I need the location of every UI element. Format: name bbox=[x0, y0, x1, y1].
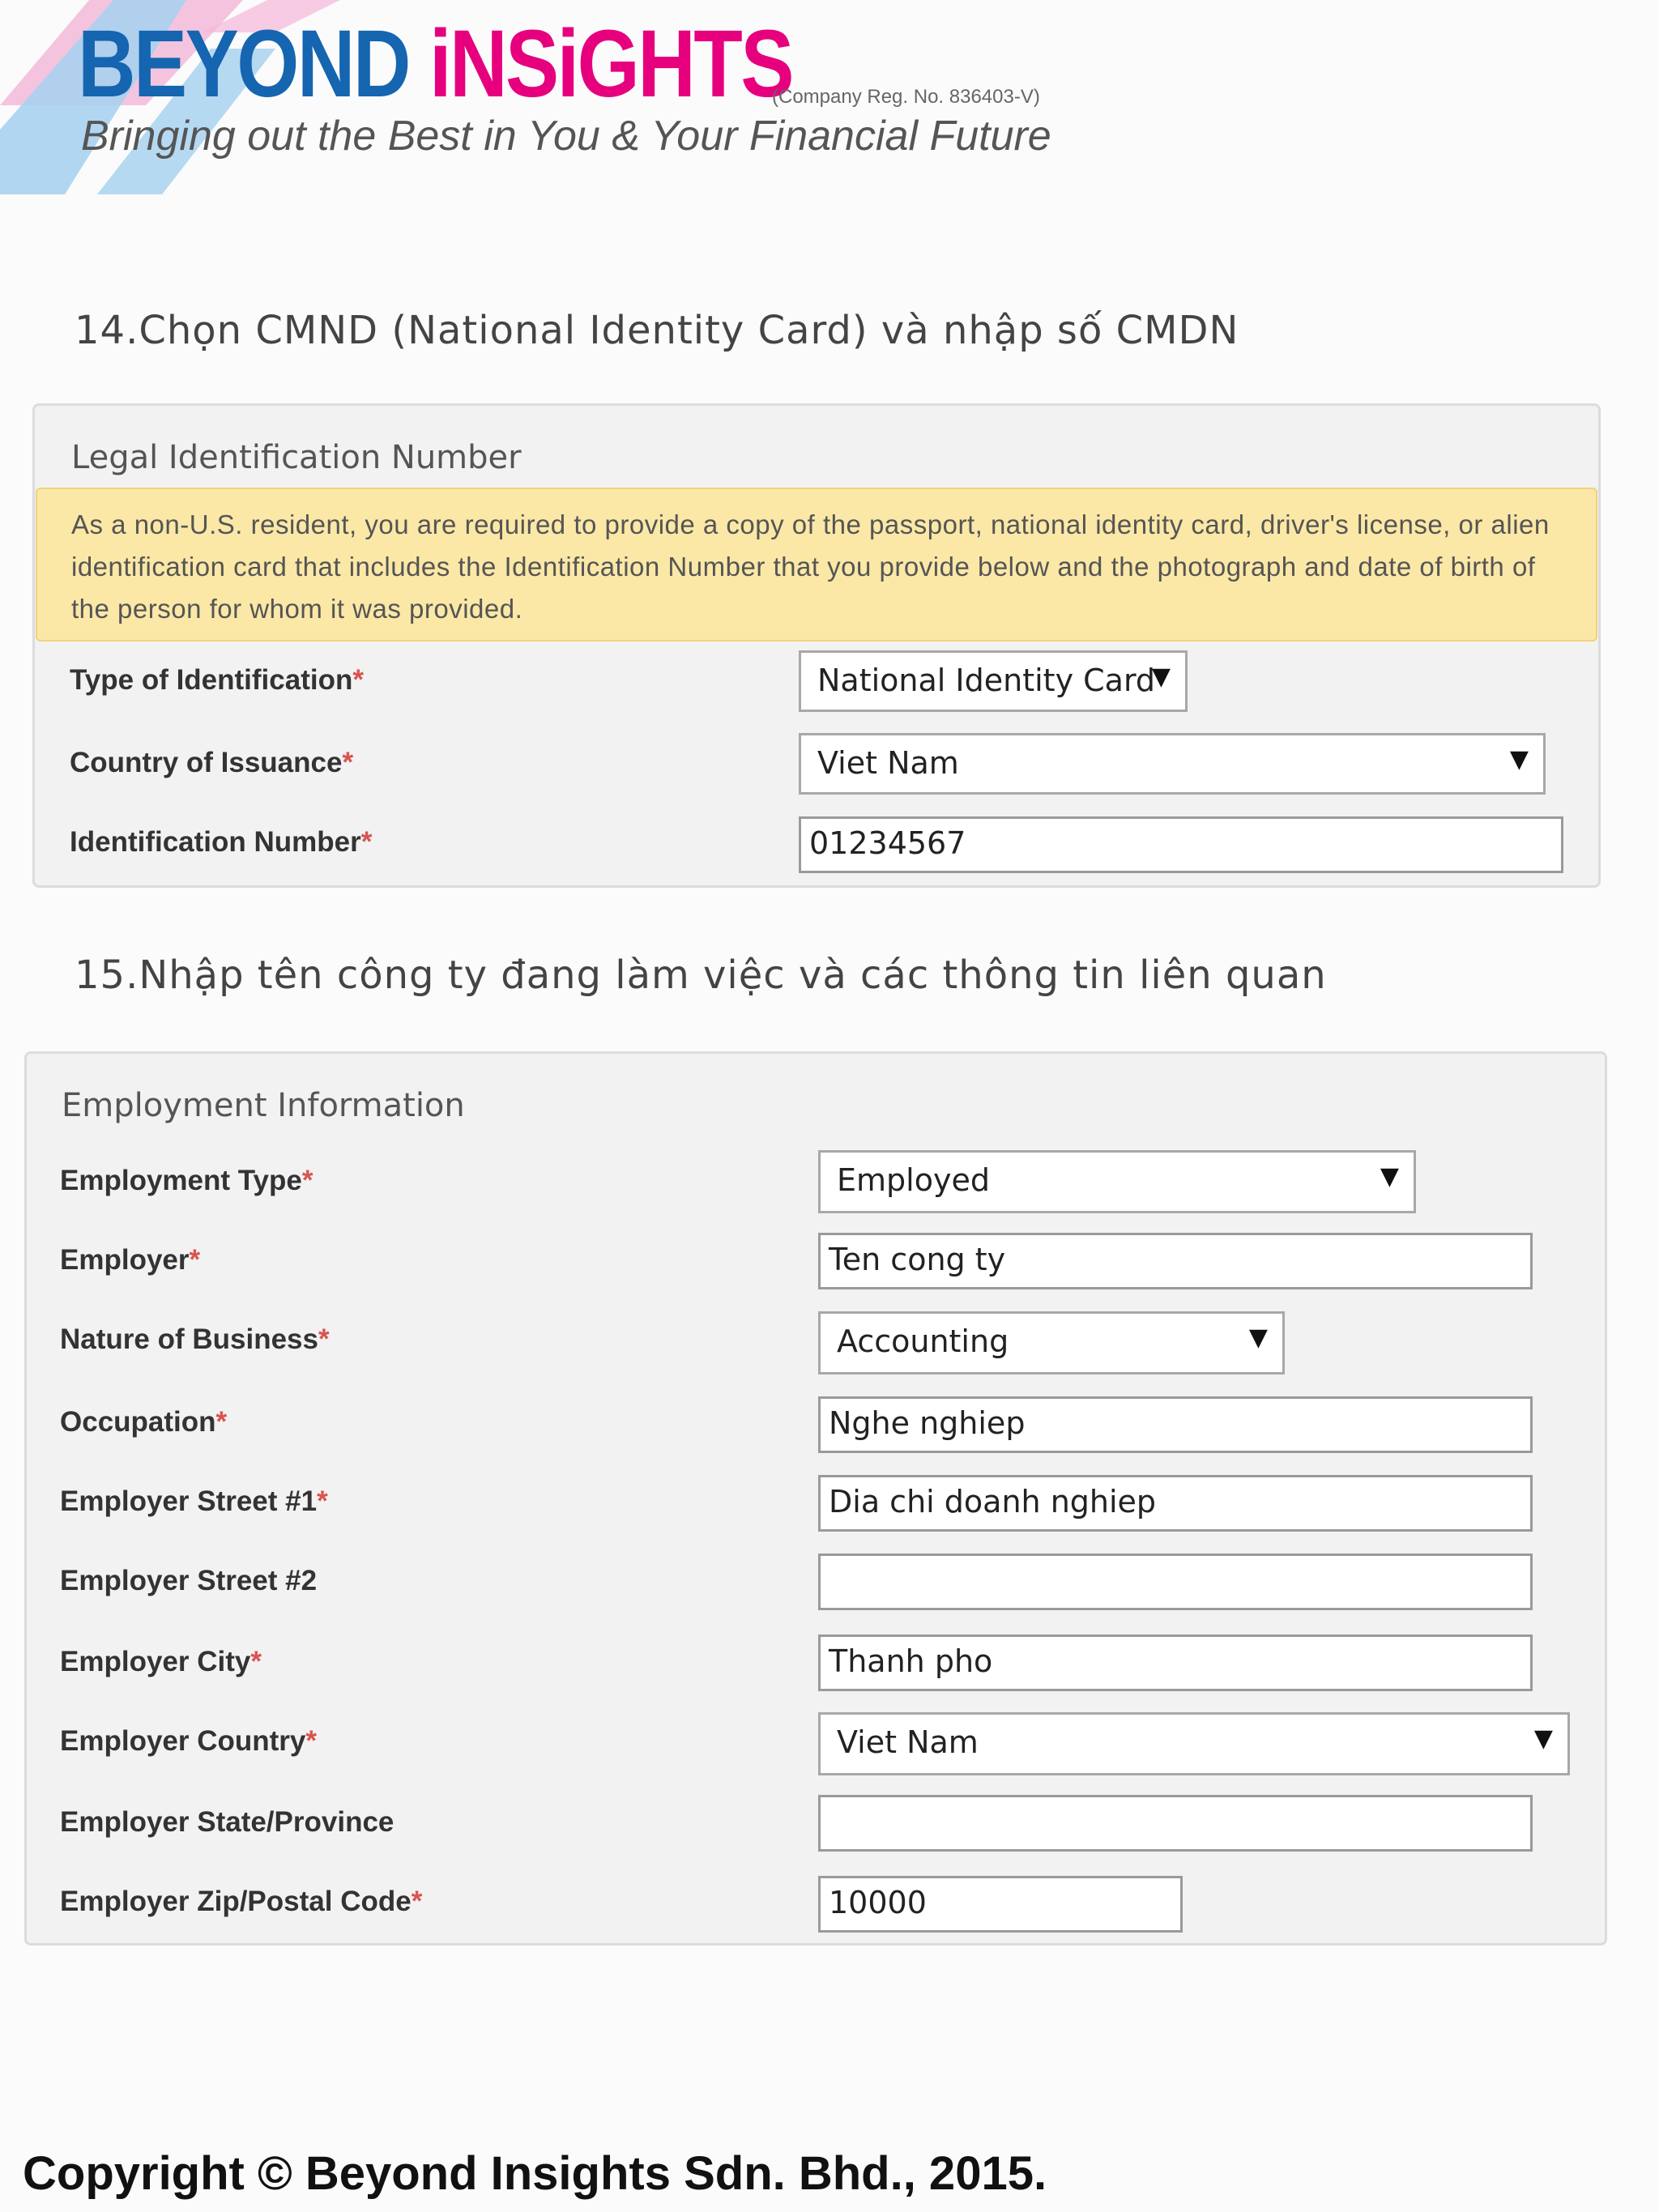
required-marker: * bbox=[318, 1323, 330, 1355]
employment-information-heading: Employment Information bbox=[62, 1087, 465, 1124]
occupation-label-text: Occupation bbox=[60, 1406, 216, 1438]
header bbox=[0, 0, 1134, 194]
employer-input[interactable] bbox=[818, 1233, 1533, 1289]
chevron-down-icon: ▼ bbox=[1248, 1323, 1268, 1352]
required-marker: * bbox=[189, 1244, 201, 1276]
employer-zip-postal-code-label bbox=[60, 1886, 422, 1918]
required-marker: * bbox=[301, 1165, 313, 1196]
required-marker: * bbox=[305, 1725, 318, 1757]
employer-label-text: Employer bbox=[60, 1244, 190, 1276]
required-marker: * bbox=[250, 1646, 262, 1677]
employer-state-province-label-text: Employer State/Province bbox=[60, 1806, 394, 1838]
chevron-down-icon: ▼ bbox=[1533, 1724, 1553, 1753]
employer-zip-postal-code-value: 10000 bbox=[829, 1885, 927, 1920]
type-of-identification-label-text: Type of Identification bbox=[70, 664, 353, 696]
chevron-down-icon: ▼ bbox=[1380, 1162, 1399, 1191]
employment-type-label bbox=[60, 1165, 313, 1197]
country-of-issuance-select[interactable] bbox=[799, 733, 1546, 795]
employer-street-2-label-text: Employer Street #2 bbox=[60, 1565, 318, 1596]
employer-country-label bbox=[60, 1725, 317, 1758]
type-of-identification-select[interactable] bbox=[799, 650, 1188, 712]
required-marker: * bbox=[215, 1406, 228, 1438]
nature-of-business-label bbox=[60, 1323, 330, 1356]
brand-logo-text bbox=[78, 11, 792, 117]
type-of-identification-value: National Identity Card bbox=[817, 663, 1156, 698]
employment-type-select[interactable] bbox=[818, 1150, 1416, 1213]
employer-street-1-label bbox=[60, 1485, 328, 1518]
copyright-notice: Copyright © Beyond Insights Sdn. Bhd., 2015. bbox=[23, 2147, 1047, 2200]
nature-of-business-label-text: Nature of Business bbox=[60, 1323, 318, 1355]
required-marker: * bbox=[411, 1886, 423, 1917]
nature-of-business-value: Accounting bbox=[837, 1323, 1009, 1359]
country-of-issuance-label bbox=[70, 747, 353, 779]
identification-number-input[interactable] bbox=[799, 816, 1563, 873]
occupation-label bbox=[60, 1406, 227, 1438]
employer-country-label-text: Employer Country bbox=[60, 1725, 306, 1757]
type-of-identification-label bbox=[70, 664, 364, 697]
employer-street-2-label bbox=[60, 1565, 317, 1597]
employer-street-1-label-text: Employer Street #1 bbox=[60, 1485, 318, 1517]
employer-street-2-input[interactable] bbox=[818, 1554, 1533, 1610]
legal-identification-heading: Legal Identification Number bbox=[71, 439, 522, 476]
employer-city-label bbox=[60, 1646, 262, 1678]
step-14-title: 14.Chọn CMND (National Identity Card) và nhập số CMDN bbox=[75, 308, 1239, 353]
employer-zip-postal-code-label-text: Employer Zip/Postal Code bbox=[60, 1886, 412, 1917]
employer-country-select[interactable] bbox=[818, 1712, 1570, 1775]
identification-number-label-text: Identification Number bbox=[70, 826, 361, 858]
company-reg-number: (Company Reg. No. 836403-V) bbox=[772, 86, 1040, 108]
employment-type-label-text: Employment Type bbox=[60, 1165, 302, 1196]
chevron-down-icon: ▼ bbox=[1509, 745, 1529, 774]
country-of-issuance-label-text: Country of Issuance bbox=[70, 747, 343, 778]
required-marker: * bbox=[317, 1485, 328, 1517]
employer-street-1-input[interactable] bbox=[818, 1475, 1533, 1532]
employer-city-value: Thanh pho bbox=[829, 1643, 993, 1679]
employer-street-1-value: Dia chi doanh nghiep bbox=[829, 1484, 1157, 1519]
employer-label bbox=[60, 1244, 200, 1276]
identification-number-label bbox=[70, 826, 372, 859]
required-marker: * bbox=[360, 826, 373, 858]
employer-city-label-text: Employer City bbox=[60, 1646, 251, 1677]
chevron-down-icon: ▼ bbox=[1151, 663, 1171, 691]
required-marker: * bbox=[352, 664, 364, 696]
required-marker: * bbox=[342, 747, 354, 778]
employer-zip-postal-code-input[interactable] bbox=[818, 1876, 1183, 1933]
step-15-title: 15.Nhập tên công ty đang làm việc và các thông tin liên quan bbox=[75, 953, 1327, 998]
employer-value: Ten cong ty bbox=[829, 1242, 1006, 1277]
employment-type-value: Employed bbox=[837, 1162, 990, 1198]
employer-state-province-label bbox=[60, 1806, 394, 1839]
country-of-issuance-value: Viet Nam bbox=[817, 745, 959, 781]
tagline: Bringing out the Best in You & Your Financial Future bbox=[81, 113, 1051, 160]
non-resident-notice: As a non-U.S. resident, you are required to provide a copy of the passport, national identity card, driver's license, or alien identification card that includes the Identification Number that you provide below and the photograph and date of birth of the person for whom it was provided. bbox=[36, 488, 1597, 641]
brand-word-2: iNSiGHTS bbox=[429, 11, 792, 117]
occupation-input[interactable] bbox=[818, 1396, 1533, 1453]
employer-city-input[interactable] bbox=[818, 1634, 1533, 1691]
nature-of-business-select[interactable] bbox=[818, 1311, 1285, 1375]
brand-word-1: BEYOND bbox=[78, 11, 429, 117]
employer-country-value: Viet Nam bbox=[837, 1724, 979, 1760]
employer-state-province-input[interactable] bbox=[818, 1795, 1533, 1852]
occupation-value: Nghe nghiep bbox=[829, 1405, 1026, 1441]
identification-number-value: 01234567 bbox=[809, 825, 966, 861]
